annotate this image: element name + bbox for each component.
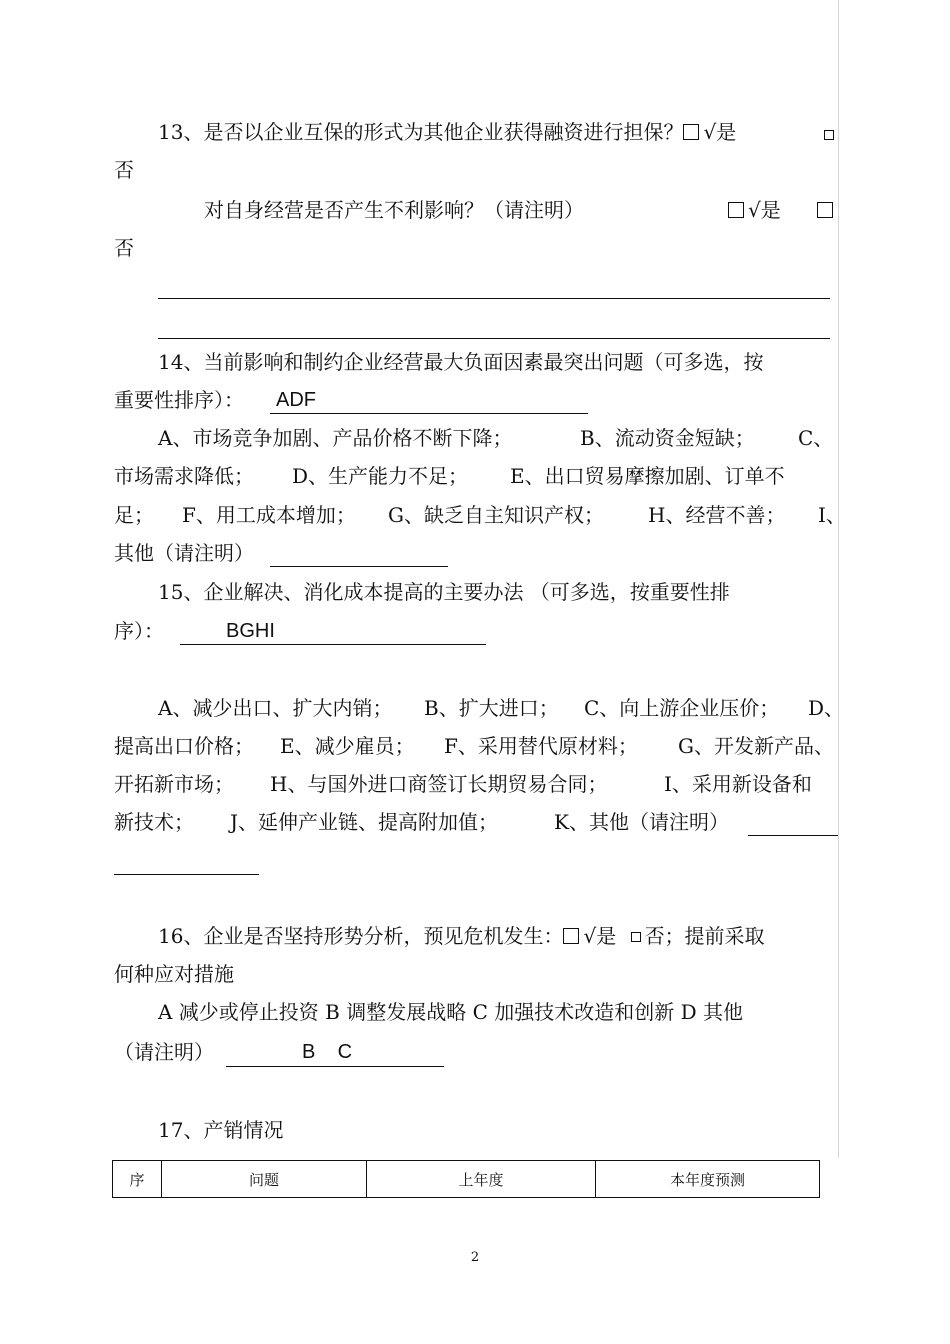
page-number: 2	[470, 1250, 480, 1265]
checkbox-yes[interactable]	[728, 202, 744, 218]
q16-text: 16、企业是否坚持形势分析，预见危机发生：	[158, 924, 564, 948]
q15-option-c: C、向上游企业压价；	[584, 696, 780, 720]
yes-label: 是	[760, 198, 781, 222]
q13-no-box[interactable]	[824, 122, 838, 146]
q16-note-label: （请注明）	[114, 1040, 214, 1064]
q13-question	[158, 120, 736, 144]
q15-option-j: J、延伸产业链、提高附加值；	[230, 810, 499, 834]
header-question: 问题	[162, 1161, 367, 1198]
q13-text: 13、是否以企业互保的形式为其他企业获得融资进行担保？	[158, 120, 684, 144]
q15-answer[interactable]: BGHI	[226, 620, 275, 642]
q15-option-g: G、开发新产品、	[678, 734, 834, 758]
q15-option-i: I、采用新设备和	[664, 772, 812, 796]
q14-option-i: 其他（请注明）	[114, 541, 254, 565]
q15-answer-line	[180, 644, 486, 645]
q14-option-g: G、缺乏自主知识产权；	[388, 503, 604, 527]
checkbox-yes[interactable]	[683, 124, 699, 140]
note-line-2[interactable]	[158, 338, 830, 339]
q13-impact-yes	[728, 198, 781, 222]
q16-text-tail: 否；提前采取	[644, 924, 765, 948]
table-header-row	[113, 1161, 820, 1198]
yes-label: 是	[596, 924, 617, 948]
q14-answer[interactable]: ADF	[276, 389, 316, 411]
header-seq: 序	[113, 1161, 162, 1198]
q15-option-a: A、减少出口、扩大内销；	[158, 696, 393, 720]
checkbox-no[interactable]	[824, 130, 834, 140]
header-last-year: 上年度	[367, 1161, 596, 1198]
q14-answer-line	[270, 413, 588, 414]
q13-impact-question: 对自身经营是否产生不利影响？（请注明）	[204, 198, 584, 222]
q14-option-b: B、流动资金短缺；	[580, 426, 755, 450]
q15-option-h: H、与国外进口商签订长期贸易合同；	[270, 772, 608, 796]
checkbox-yes[interactable]	[563, 928, 579, 944]
q14-other-line[interactable]	[270, 566, 448, 567]
q15-option-g-cont: 开拓新市场；	[114, 772, 234, 796]
q15-other-line[interactable]	[748, 835, 838, 836]
q16-answer-line	[226, 1066, 444, 1067]
checkbox-no[interactable]	[631, 932, 641, 942]
q14-option-c-prefix: C、	[798, 426, 834, 450]
yes-label: 是	[716, 120, 737, 144]
q14-option-e: E、出口贸易摩擦加剧、订单不	[510, 464, 785, 488]
q15-other-line-cont[interactable]	[114, 874, 259, 875]
q16-question-cont: 何种应对措施	[114, 962, 234, 986]
q15-option-e: E、减少雇员；	[280, 734, 415, 758]
q15-option-k: K、其他（请注明）	[554, 810, 729, 834]
q14-option-d: D、生产能力不足；	[292, 464, 469, 488]
q15-option-i-cont: 新技术；	[114, 810, 194, 834]
q16-options: A 减少或停止投资 B 调整发展战略 C 加强技术改造和创新 D 其他	[158, 1000, 743, 1024]
q17-title: 17、产销情况	[158, 1118, 284, 1142]
q15-option-d-prefix: D、	[808, 696, 845, 720]
header-this-year-forecast: 本年度预测	[596, 1161, 820, 1198]
note-line-1[interactable]	[158, 298, 830, 299]
q13-impact-no-box[interactable]	[817, 198, 837, 222]
q13-no-label: 否	[114, 158, 134, 182]
production-sales-table	[112, 1160, 820, 1198]
q15-option-d: 提高出口价格；	[114, 734, 254, 758]
q14-option-f: F、用工成本增加；	[182, 503, 356, 527]
check-mark: √	[583, 924, 597, 948]
page-edge-rule	[838, 0, 839, 1158]
q14-question: 14、当前影响和制约企业经营最大负面因素最突出问题（可多选，按	[158, 350, 764, 374]
checkbox-no[interactable]	[817, 202, 833, 218]
q13-impact-no-label: 否	[114, 236, 134, 260]
q14-option-e-cont: 足；	[114, 503, 154, 527]
q16-answer[interactable]: B C	[302, 1041, 353, 1063]
q15-question-cont: 序）：	[114, 619, 164, 643]
q15-question: 15、企业解决、消化成本提高的主要办法 （可多选，按重要性排	[158, 580, 730, 604]
q15-option-f: F、采用替代原材料；	[444, 734, 638, 758]
q14-option-i-prefix: I、	[818, 503, 846, 527]
check-mark: √	[703, 120, 717, 144]
q16-question	[158, 924, 765, 948]
q15-option-b: B、扩大进口；	[424, 696, 559, 720]
q14-option-a: A、市场竞争加剧、产品价格不断下降；	[158, 426, 513, 450]
check-mark: √	[748, 198, 761, 222]
q14-option-c: 市场需求降低；	[114, 464, 254, 488]
q14-option-h: H、经营不善；	[648, 503, 786, 527]
q14-question-cont: 重要性排序）：	[114, 388, 244, 412]
